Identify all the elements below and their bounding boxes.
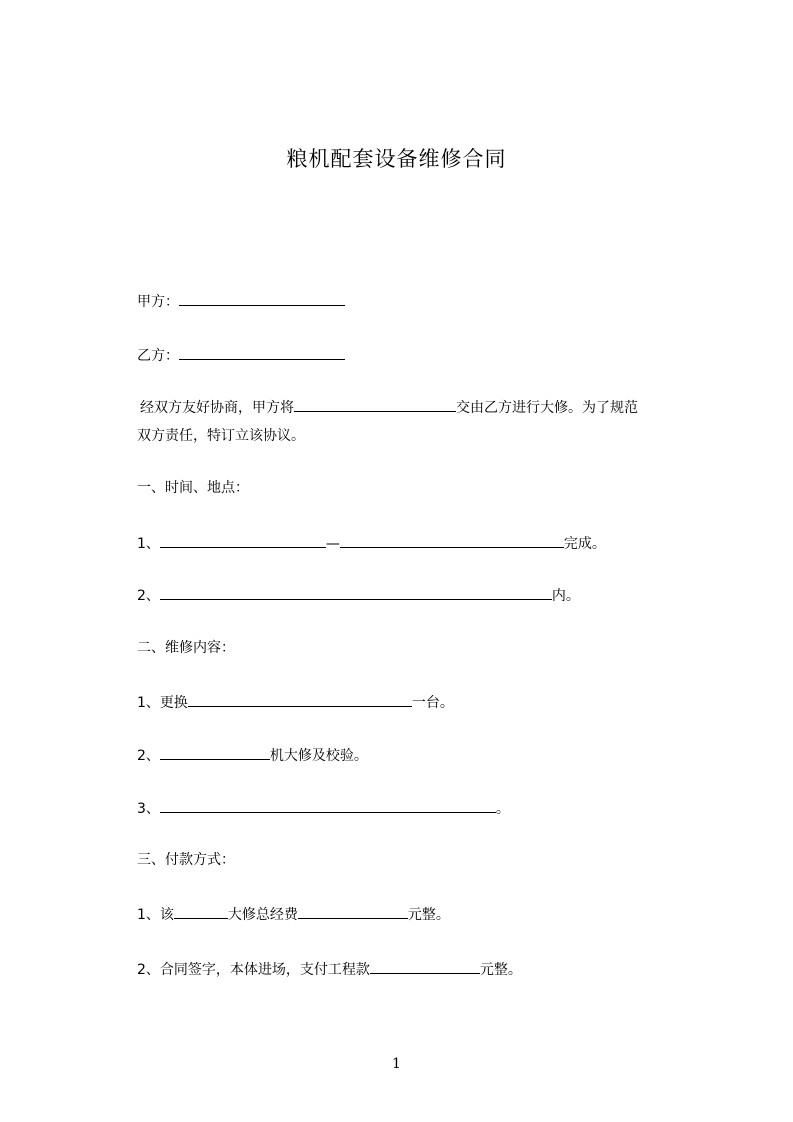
project-blank[interactable] (174, 903, 228, 919)
section3-item2 (137, 958, 522, 980)
section1-item2-prefix: 2、 (137, 588, 160, 604)
intro-item-blank[interactable] (294, 396, 456, 412)
payment-amount-blank[interactable] (370, 958, 480, 974)
party-a-blank[interactable] (179, 290, 345, 306)
party-b-blank[interactable] (179, 344, 345, 360)
section3-item1 (137, 903, 450, 925)
end-time-blank[interactable] (340, 532, 564, 548)
section1-item1-suffix: 完成。 (563, 536, 606, 552)
section3-item2-suffix: 元整。 (479, 962, 522, 978)
section2-item2 (137, 744, 368, 766)
machine-blank[interactable] (160, 744, 270, 760)
party-b-line (137, 344, 345, 366)
page-number: 1 (392, 1056, 401, 1072)
start-time-blank[interactable] (160, 532, 326, 548)
section2-item1-suffix: 一台。 (411, 695, 454, 711)
section2-item3 (137, 797, 510, 819)
section3-heading: 三、付款方式： (137, 852, 235, 868)
section1-item1 (137, 532, 606, 554)
intro-part1: 经双方友好协商，甲方将 (140, 400, 294, 416)
section2-heading: 二、维修内容： (137, 640, 235, 656)
section1-heading: 一、时间、地点： (137, 480, 249, 496)
party-b-label: 乙方： (137, 348, 179, 364)
section2-item3-prefix: 3、 (137, 801, 160, 817)
section1-item1-dash: — (325, 536, 340, 552)
intro-part3: 双方责任，特订立该协议。 (137, 428, 305, 444)
section2-item2-prefix: 2、 (137, 748, 160, 764)
intro-paragraph (137, 394, 702, 450)
total-cost-blank[interactable] (298, 903, 408, 919)
other-content-blank[interactable] (160, 797, 496, 813)
replace-item-blank[interactable] (188, 691, 412, 707)
location-blank[interactable] (160, 584, 552, 600)
intro-part2: 交由乙方进行大修。为了规范 (456, 400, 638, 416)
section3-item1-suffix: 元整。 (407, 907, 450, 923)
document-title: 粮机配套设备维修合同 (286, 147, 507, 171)
section2-item1 (137, 691, 454, 713)
party-a-label: 甲方： (137, 294, 179, 310)
section1-item1-prefix: 1、 (137, 536, 160, 552)
party-a-line (137, 290, 345, 312)
section3-item1-prefix: 1、该 (137, 907, 174, 923)
section2-item1-prefix: 1、更换 (137, 695, 188, 711)
section2-item3-suffix: 。 (495, 801, 510, 817)
section3-item1-mid: 大修总经费 (227, 907, 298, 923)
section2-item2-suffix: 机大修及校验。 (269, 748, 368, 764)
section3-item2-prefix: 2、合同签字，本体进场，支付工程款 (137, 962, 370, 978)
section1-item2 (137, 584, 580, 606)
section1-item2-suffix: 内。 (551, 588, 580, 604)
